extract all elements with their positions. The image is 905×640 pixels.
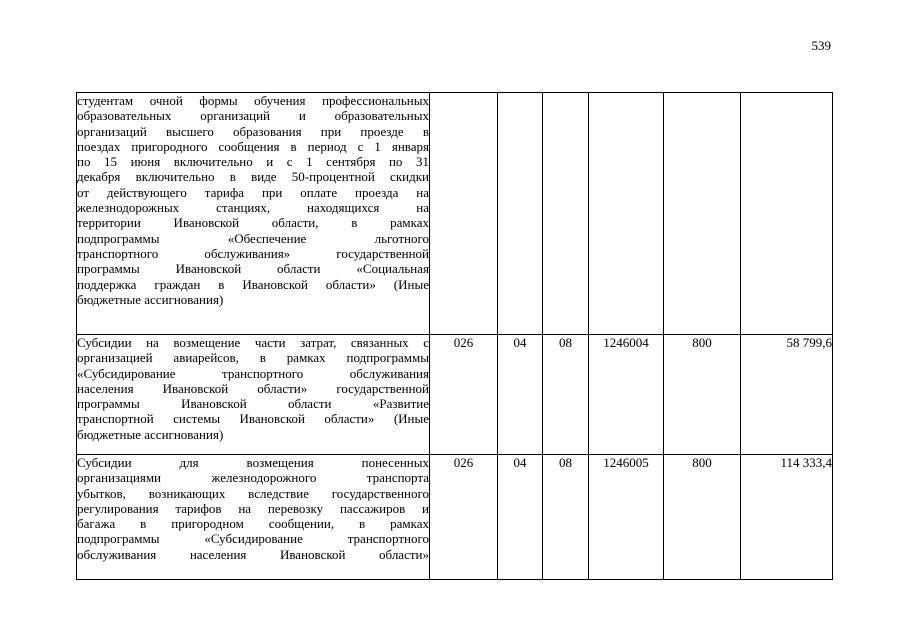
description-line: Субсидии на возмещение части затрат, связанных с [77,335,429,350]
description-line: транспортной системы Ивановской области» (Иные [77,411,429,427]
description-line: населения Ивановской области» государственной [77,380,429,396]
section-code: 04 [498,335,543,455]
expense-type-code: 800 [664,335,741,455]
description-line: бюджетные ассигнования) [77,291,224,307]
description-line: организаций высшего образования при проезде в [77,123,429,139]
description-line: поездах пригородного сообщения в период с 1 января [77,138,429,154]
target-article-code [589,93,664,335]
description-line: железнодорожных станциях, находящихся на [77,200,429,216]
target-article-code: 1246004 [589,335,664,455]
description-line: по 15 июня включительно и с 1 сентября по 31 [77,154,429,170]
description-line: подпрограммы «Субсидирование транспортного [77,531,429,547]
description-line: территории Ивановской области, в рамках [77,215,429,231]
amount: 114 333,4 [741,455,833,580]
target-article-code: 1246005 [589,455,664,580]
expense-type-code [664,93,741,335]
ministry-code [430,93,498,335]
expense-description [77,93,430,335]
description-line: студентам очной формы обучения профессиональных [77,93,429,108]
expense-description [77,455,430,580]
description-line: подпрограммы «Обеспечение льготного [77,230,429,246]
description-line: программы Ивановской области «Социальная [77,261,429,277]
table-row [77,455,833,580]
description-line: организацией авиарейсов, в рамках подпрограммы [77,350,429,366]
section-code: 04 [498,455,543,580]
description-line: организациями железнодорожного транспорта [77,470,429,486]
ministry-code: 026 [430,335,498,455]
description-line: убытков, возникающих вследствие государственного [77,485,429,501]
description-line: транспортного обслуживания» государственной [77,245,429,261]
ministry-code: 026 [430,455,498,580]
subsection-code: 08 [543,455,589,580]
description-line: образовательных организаций и образовательных [77,108,429,124]
description-line: регулирования тарифов на перевозку пассажиров и [77,500,429,516]
description-line: багажа в пригородном сообщении, в рамках [77,516,429,532]
section-code [498,93,543,335]
description-line: бюджетные ассигнования) [77,426,224,442]
table-row [77,93,833,335]
amount [741,93,833,335]
subsection-code: 08 [543,335,589,455]
table-row [77,335,833,455]
expense-type-code: 800 [664,455,741,580]
amount: 58 799,6 [741,335,833,455]
page-number: 539 [811,38,831,53]
budget-table [76,92,833,580]
description-line: обслуживания населения Ивановской области» [77,546,429,562]
subsection-code [543,93,589,335]
description-line: «Субсидирование транспортного обслуживания [77,365,429,381]
expense-description [77,335,430,455]
description-line: программы Ивановской области «Развитие [77,396,429,412]
description-line: Субсидии для возмещения понесенных [77,455,429,470]
description-line: от действующего тарифа при оплате проезда на [77,184,429,200]
description-line: декабря включительно в виде 50-процентной скидки [77,169,429,185]
description-line: поддержка граждан в Ивановской области» (Иные [77,276,429,292]
